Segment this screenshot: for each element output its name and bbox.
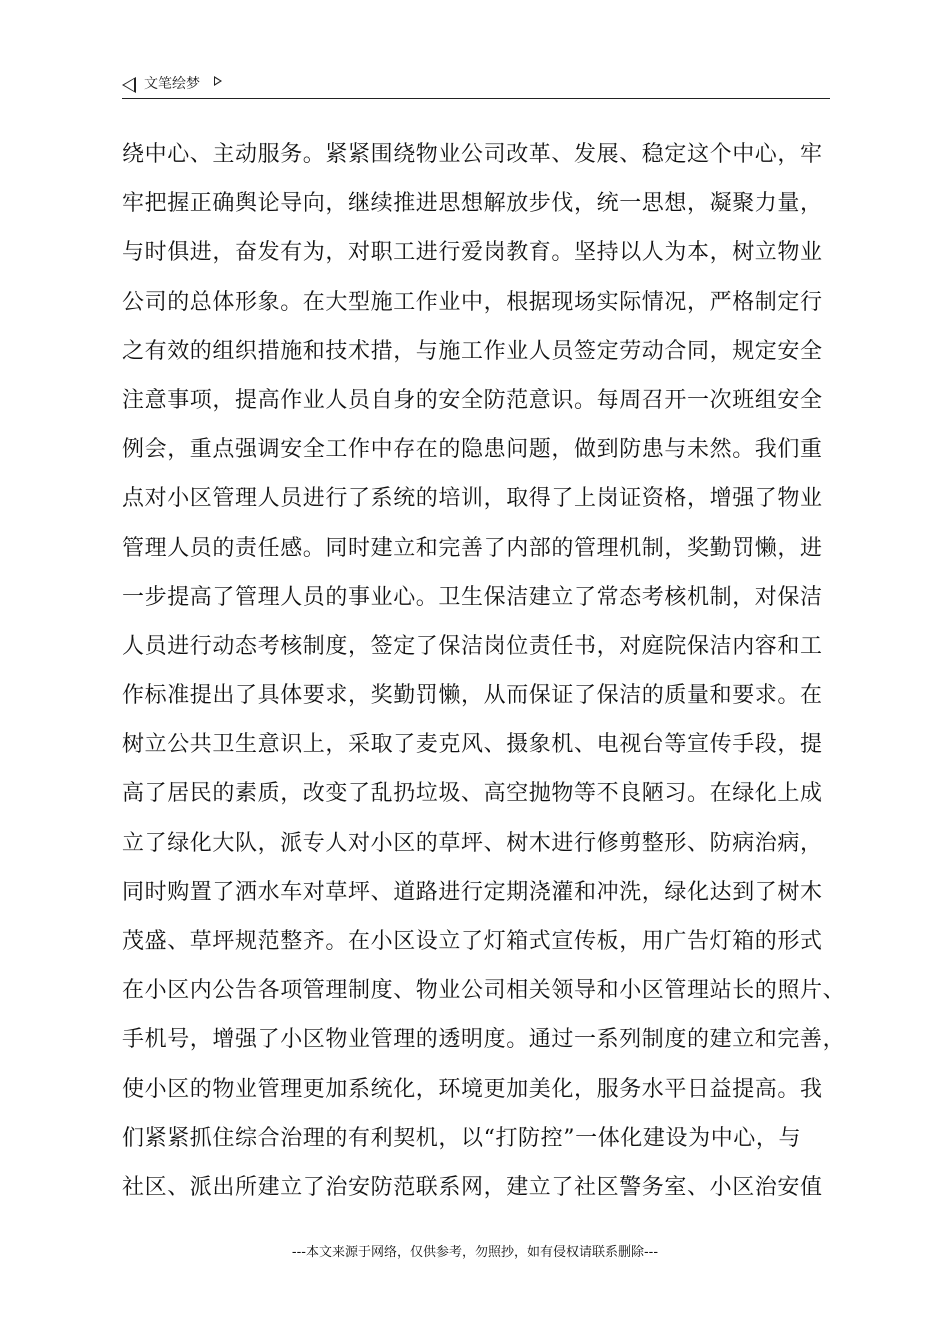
text-line: 作标准提出了具体要求，奖勤罚懒，从而保证了保洁的质量和要求。在 bbox=[122, 683, 823, 709]
page-header bbox=[122, 72, 830, 99]
text-line: 茂盛、草坪规范整齐。在小区设立了灯箱式宣传板，用广告灯箱的形式 bbox=[122, 929, 823, 954]
text-line: 牢把握正确舆论导向，继续推进思想解放步伐，统一思想，凝聚力量， bbox=[122, 191, 823, 217]
text-line: 手机号，增强了小区物业管理的透明度。通过一系列制度的建立和完善， bbox=[122, 1027, 846, 1053]
body-text bbox=[122, 130, 846, 1212]
text-line: 管理人员的责任感。同时建立和完善了内部的管理机制，奖勤罚懒，进 bbox=[122, 535, 823, 561]
text-line: 在小区内公告各项管理制度、物业公司相关领导和小区管理站长的照片、 bbox=[122, 978, 846, 1004]
text-line: 立了绿化大队，派专人对小区的草坪、树木进行修剪整形、防病治病， bbox=[122, 830, 823, 856]
text-line: 公司的总体形象。在大型施工作业中，根据现场实际情况，严格制定行 bbox=[122, 289, 823, 315]
text-line: 使小区的物业管理更加系统化，环境更加美化，服务水平日益提高。我 bbox=[122, 1076, 823, 1102]
triangle-left-icon bbox=[122, 77, 136, 93]
text-line: 之有效的组织措施和技术措，与施工作业人员签定劳动合同，规定安全 bbox=[122, 338, 823, 364]
text-line: 们紧紧抓住综合治理的有利契机，以“打防控”一体化建设为中心，与 bbox=[122, 1125, 802, 1151]
text-line: 与时俱进，奋发有为，对职工进行爱岗教育。坚持以人为本，树立物业 bbox=[122, 240, 823, 266]
footer-disclaimer: ---本文来源于网络，仅供参考，勿照抄，如有侵权请联系删除--- bbox=[291, 1245, 659, 1260]
text-line: 绕中心、主动服务。紧紧围绕物业公司改革、发展、稳定这个中心，牢 bbox=[122, 142, 823, 167]
text-line: 高了居民的素质，改变了乱扔垃圾、高空抛物等不良陋习。在绿化上成 bbox=[122, 781, 823, 807]
text-line: 点对小区管理人员进行了系统的培训，取得了上岗证资格，增强了物业 bbox=[122, 486, 823, 512]
text-line: 同时购置了洒水车对草坪、道路进行定期浇灌和冲洗，绿化达到了树木 bbox=[122, 879, 823, 905]
text-line: 例会，重点强调安全工作中存在的隐患问题，做到防患与未然。我们重 bbox=[122, 437, 823, 463]
header-title: 文笔绘梦 bbox=[144, 76, 200, 92]
text-line: 人员进行动态考核制度，签定了保洁岗位责任书，对庭院保洁内容和工 bbox=[122, 633, 823, 659]
text-line: 注意事项，提高作业人员自身的安全防范意识。每周召开一次班组安全 bbox=[122, 387, 823, 413]
triangle-right-icon bbox=[214, 76, 222, 86]
text-line: 树立公共卫生意识上，采取了麦克风、摄象机、电视台等宣传手段，提 bbox=[122, 732, 823, 758]
text-line: 社区、派出所建立了治安防范联系网，建立了社区警务室、小区治安值 bbox=[122, 1174, 823, 1200]
text-line: 一步提高了管理人员的事业心。卫生保洁建立了常态考核机制，对保洁 bbox=[122, 584, 823, 610]
